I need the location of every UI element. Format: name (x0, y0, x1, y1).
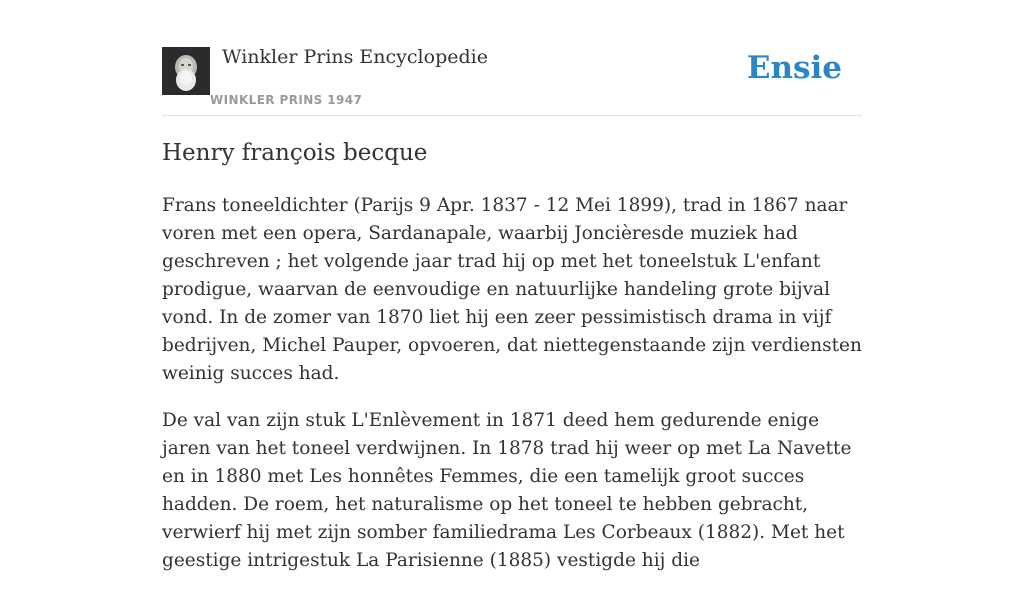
header-divider (162, 115, 862, 116)
article-body (162, 192, 868, 594)
brand-logo[interactable]: Ensie (746, 50, 842, 86)
source-name[interactable]: Winkler Prins Encyclopedie (222, 46, 488, 68)
article-title: Henry françois becque (162, 140, 428, 166)
bearded-man-portrait-icon[interactable] (162, 47, 210, 95)
article-paragraph: Frans toneeldichter (Parijs 9 Apr. 1837 - 12 Mei 1899), trad in 1867 naar voren met een opera, Sardanapale, waarbij Joncièresde muziek had geschreven ; het volgende jaar trad hij op met het toneelstuk L'enfant prodigue, waarvan de eenvoudige en natuurlijke handeling grote bijval vond. In de zomer van 1870 liet hij een zeer pessimistisch drama in vijf bedrijven, Michel Pauper, opvoeren, dat niettegenstaande zijn verdiensten weinig succes had. (162, 195, 862, 384)
source-edition: WINKLER PRINS 1947 (210, 93, 363, 107)
article-paragraph: De val van zijn stuk L'Enlèvement in 1871 deed hem gedurende enige jaren van het toneel verdwijnen. In 1878 trad hij weer op met La Navette en in 1880 met Les honnêtes Femmes, die een tamelijk groot succes hadden. De roem, het naturalisme op het toneel te hebben gebracht, verwierf hij met zijn somber familiedrama Les Corbeaux (1882). Met het geestige intrigestuk La Parisienne (1885) vestigde hij die (162, 410, 852, 571)
avatar-image (162, 47, 210, 95)
